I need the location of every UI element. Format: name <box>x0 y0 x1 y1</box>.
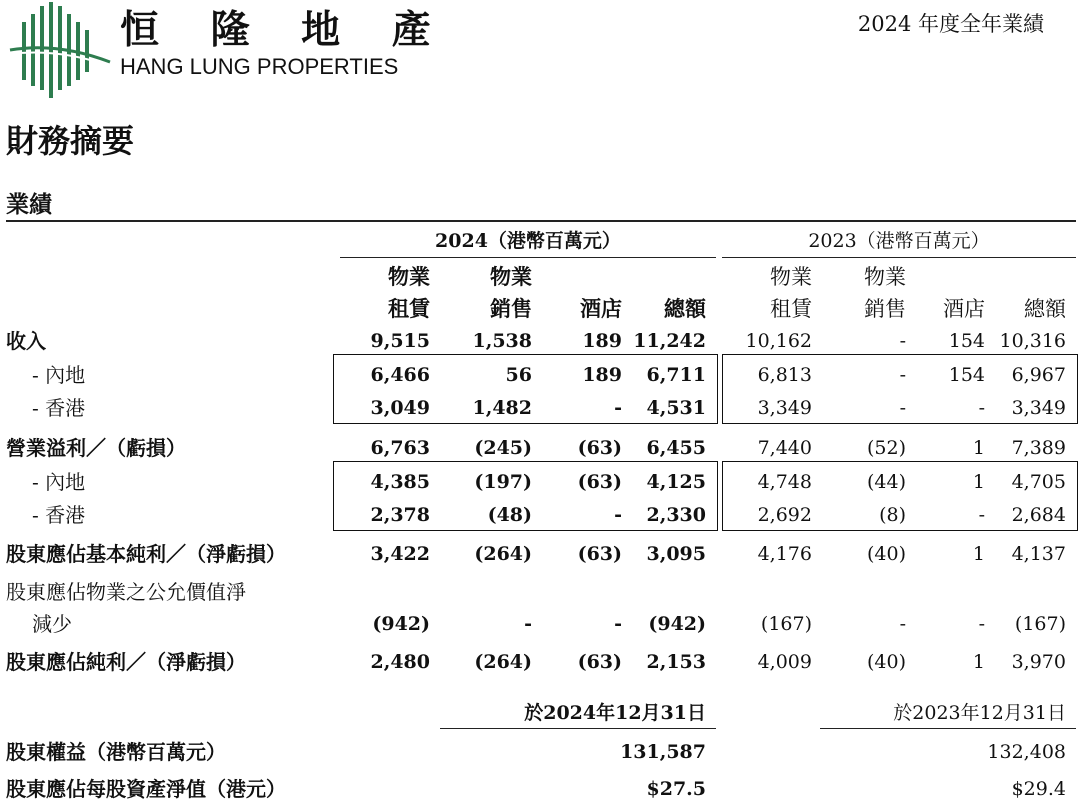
column-header: 租賃 <box>388 296 430 321</box>
table-cell-2023: 4,009 <box>757 651 812 673</box>
company-logo-icon <box>8 2 112 98</box>
table-cell-2023: 1 <box>972 543 985 565</box>
table-cell-2024: (48) <box>487 504 532 526</box>
table-cell-2023: 7,389 <box>1011 437 1066 459</box>
table-cell-2024: (942) <box>372 613 430 635</box>
row-label: 股東應佔純利／（淨虧損） <box>6 650 246 674</box>
table-cell-2024: (245) <box>474 437 532 459</box>
table-cell-2024: 3,049 <box>370 397 430 419</box>
balance-value-2023: 132,408 <box>987 741 1066 763</box>
table-cell-2024: (264) <box>474 651 532 673</box>
row-label: - 內地 <box>32 470 86 494</box>
table-cell-2023: 3,970 <box>1011 651 1066 673</box>
row-label: 股東應佔基本純利／（淨虧損） <box>6 542 286 566</box>
table-cell-2024: (63) <box>577 437 622 459</box>
table-cell-2023: 4,176 <box>757 543 812 565</box>
group-header-2023: 2023（港幣百萬元） <box>808 230 990 252</box>
group-underline-2023 <box>722 257 1076 258</box>
table-cell-2023: - <box>899 330 906 352</box>
table-cell-2023: 7,440 <box>757 437 812 459</box>
table-cell-2023: 3,349 <box>1011 397 1066 419</box>
date-header-2024: 於2024年12月31日 <box>524 702 706 724</box>
table-cell-2023: (40) <box>866 543 906 565</box>
table-cell-2023: - <box>978 613 985 635</box>
table-cell-2024: 4,385 <box>370 471 430 493</box>
table-cell-2023: - <box>899 613 906 635</box>
table-cell-2024: (942) <box>648 613 706 635</box>
row-label: - 內地 <box>32 363 86 387</box>
table-cell-2023: 2,684 <box>1011 504 1066 526</box>
table-cell-2023: (44) <box>866 471 906 493</box>
table-cell-2024: - <box>614 504 622 526</box>
column-header: 總額 <box>664 296 706 321</box>
table-cell-2023: - <box>978 504 985 526</box>
table-cell-2023: 4,748 <box>757 471 812 493</box>
group-header-2024: 2024（港幣百萬元） <box>435 230 621 252</box>
row-label: - 香港 <box>32 396 86 420</box>
table-cell-2023: 1 <box>972 651 985 673</box>
section-divider <box>6 220 1076 222</box>
table-cell-2023: - <box>899 397 906 419</box>
table-cell-2024: - <box>614 613 622 635</box>
table-cell-2024: 2,330 <box>646 504 706 526</box>
table-cell-2023: 6,813 <box>757 364 812 386</box>
table-cell-2023: 6,967 <box>1011 364 1066 386</box>
column-header: 銷售 <box>490 296 532 321</box>
table-cell-2024: 3,422 <box>370 543 430 565</box>
table-cell-2024: 6,455 <box>646 437 706 459</box>
table-cell-2023: 3,349 <box>757 397 812 419</box>
table-cell-2023: 154 <box>948 364 985 386</box>
report-title: 2024 年度全年業績 <box>857 12 1044 36</box>
table-cell-2024: 189 <box>582 364 622 386</box>
table-cell-2024: (264) <box>474 543 532 565</box>
table-cell-2023: (167) <box>760 613 812 635</box>
balance-label: 股東權益（港幣百萬元） <box>6 740 226 764</box>
row-label: 營業溢利／（虧損） <box>6 436 186 460</box>
balance-label: 股東應佔每股資產淨值（港元） <box>6 777 286 801</box>
row-label: 股東應佔物業之公允價值淨 <box>6 580 246 604</box>
balance-value-2023: $29.4 <box>1011 778 1066 800</box>
table-cell-2023: 4,137 <box>1011 543 1066 565</box>
brand-name-english: HANG LUNG PROPERTIES <box>120 54 399 79</box>
table-cell-2024: 6,763 <box>370 437 430 459</box>
table-cell-2024: 6,466 <box>370 364 430 386</box>
brand-name-chinese: 恒 隆 地 產 <box>120 8 450 53</box>
table-cell-2024: (63) <box>577 471 622 493</box>
column-header: 租賃 <box>770 297 812 321</box>
table-cell-2023: (8) <box>879 504 906 526</box>
table-cell-2024: 4,125 <box>646 471 706 493</box>
table-cell-2023: 2,692 <box>757 504 812 526</box>
column-header: 總額 <box>1024 297 1066 321</box>
section-title: 業績 <box>6 191 52 218</box>
table-cell-2023: 154 <box>948 330 985 352</box>
table-cell-2024: 189 <box>582 330 622 352</box>
row-label-continued: 減少 <box>32 612 72 636</box>
column-header: 銷售 <box>864 297 906 321</box>
table-cell-2024: 3,095 <box>646 543 706 565</box>
row-label: 收入 <box>6 329 46 353</box>
table-cell-2023: (167) <box>1014 613 1066 635</box>
group-underline-2024 <box>340 257 716 258</box>
table-cell-2024: (63) <box>577 651 622 673</box>
table-cell-2024: 4,531 <box>646 397 706 419</box>
table-cell-2023: (52) <box>866 437 906 459</box>
table-cell-2024: 1,482 <box>472 397 532 419</box>
table-cell-2023: 4,705 <box>1011 471 1066 493</box>
table-cell-2024: (63) <box>577 543 622 565</box>
date-underline-2023 <box>820 728 1076 729</box>
table-cell-2024: 6,711 <box>646 364 706 386</box>
table-cell-2023: (40) <box>866 651 906 673</box>
table-cell-2023: 10,162 <box>745 330 812 352</box>
table-cell-2024: 11,242 <box>633 330 706 352</box>
date-header-2023: 於2023年12月31日 <box>893 702 1066 724</box>
column-header: 物業 <box>770 265 812 289</box>
table-cell-2023: 1 <box>972 471 985 493</box>
table-cell-2024: 2,378 <box>370 504 430 526</box>
date-underline-2024 <box>440 728 716 729</box>
table-cell-2024: 56 <box>505 364 532 386</box>
column-header: 物業 <box>490 264 532 289</box>
column-header: 物業 <box>388 264 430 289</box>
table-cell-2024: 2,153 <box>646 651 706 673</box>
balance-value-2024: $27.5 <box>646 778 706 800</box>
row-label: - 香港 <box>32 503 86 527</box>
column-header: 酒店 <box>943 297 985 321</box>
page-title: 財務摘要 <box>6 122 135 160</box>
table-cell-2023: 10,316 <box>999 330 1066 352</box>
table-cell-2024: - <box>614 397 622 419</box>
column-header: 酒店 <box>580 296 622 321</box>
table-cell-2024: - <box>524 613 532 635</box>
balance-value-2024: 131,587 <box>620 741 706 763</box>
table-cell-2024: 9,515 <box>370 330 430 352</box>
table-cell-2024: 2,480 <box>370 651 430 673</box>
table-cell-2023: - <box>978 397 985 419</box>
table-cell-2024: 1,538 <box>472 330 532 352</box>
table-cell-2024: (197) <box>474 471 532 493</box>
column-header: 物業 <box>864 265 906 289</box>
table-cell-2023: 1 <box>972 437 985 459</box>
table-cell-2023: - <box>899 364 906 386</box>
